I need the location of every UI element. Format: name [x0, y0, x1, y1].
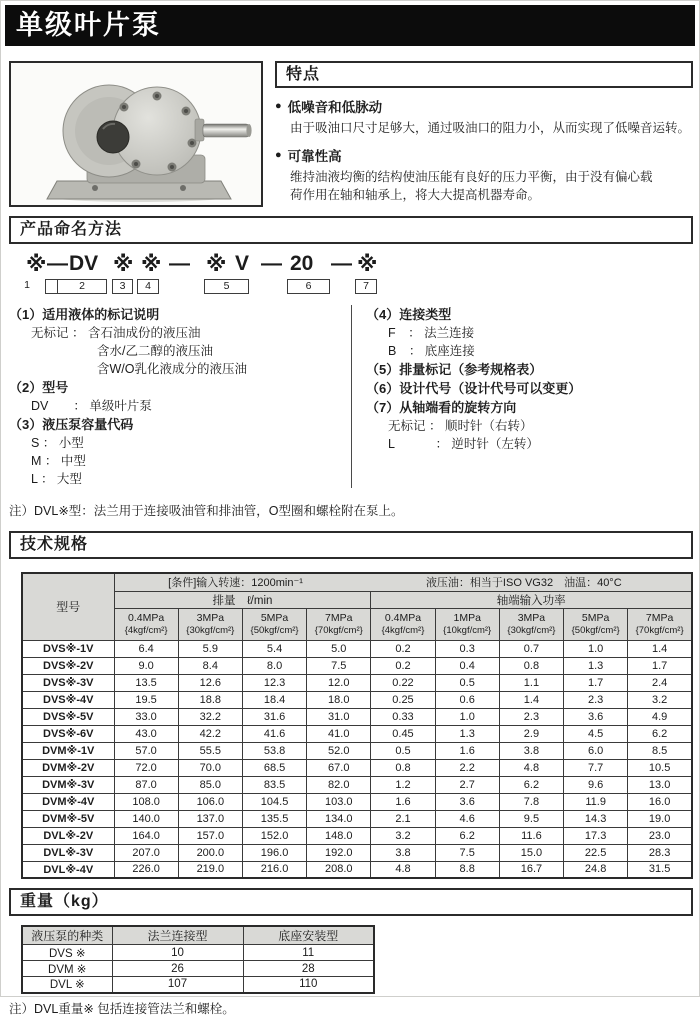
condition-header: [114, 573, 692, 591]
pressure-col-header: 3MPa {30kgf/cm²}: [499, 608, 563, 640]
value-cell: 1.4: [499, 691, 563, 708]
value-cell: 0.25: [371, 691, 435, 708]
value-cell: 0.22: [371, 674, 435, 691]
value-cell: 5.0: [307, 640, 371, 657]
model-cell: DVL※-4V: [22, 861, 114, 878]
position-number-box: 7: [355, 279, 377, 294]
value-cell: 0.3: [435, 640, 499, 657]
weight-cell: 10: [112, 945, 243, 961]
spec-table-row: [22, 674, 692, 691]
weight-cell: 11: [243, 945, 374, 961]
value-cell: 31.6: [242, 708, 306, 725]
position-number: 2: [79, 280, 85, 292]
value-cell: 43.0: [114, 725, 178, 742]
condition-oil: 液压油：相当于ISO VG32 油温：40°C: [425, 577, 622, 590]
weight-cell: 110: [243, 977, 374, 993]
value-cell: 42.2: [178, 725, 242, 742]
pressure-col-header: 1MPa {10kgf/cm²}: [435, 608, 499, 640]
value-cell: 8.5: [628, 742, 692, 759]
weight-col-header: 底座安装型: [243, 926, 374, 945]
weight-cell: DVL ※: [22, 977, 112, 993]
spec-table-row: [22, 640, 692, 657]
value-cell: 4.8: [499, 759, 563, 776]
bullet-icon: ●: [275, 149, 282, 161]
value-cell: 0.8: [371, 759, 435, 776]
feature-body-line: 由于吸油口尺寸足够大，通过吸油口的阻力小，从而实现了低噪音运转。: [290, 121, 691, 135]
value-cell: 7.5: [307, 657, 371, 674]
value-cell: 2.4: [628, 674, 692, 691]
spec-table-row: [22, 742, 692, 759]
value-cell: 12.3: [242, 674, 306, 691]
spec-table-row: [22, 827, 692, 844]
code-token: DV: [69, 252, 99, 275]
explain-item-line: 含W/O乳化液成分的液压油: [97, 362, 247, 376]
value-cell: 0.5: [371, 742, 435, 759]
position-number-box: 5: [204, 279, 249, 294]
value-cell: 2.9: [499, 725, 563, 742]
explain-item-title: （7）从轴端看的旋转方向: [366, 400, 517, 415]
weight-note: 注）DVL重量※ 包括连接管法兰和螺栓。: [9, 1001, 235, 1016]
spec-table-row: [22, 793, 692, 810]
value-cell: 7.8: [499, 793, 563, 810]
value-cell: 3.8: [371, 844, 435, 861]
weight-cell: 26: [112, 961, 243, 977]
specs-header: 技术规格: [9, 531, 693, 559]
top-row: [9, 61, 693, 207]
model-column-header: 型号: [22, 573, 114, 640]
value-cell: 22.5: [564, 844, 628, 861]
value-cell: 135.5: [242, 810, 306, 827]
spec-table-body: [22, 640, 692, 878]
value-cell: 18.0: [307, 691, 371, 708]
value-cell: 28.3: [628, 844, 692, 861]
value-cell: 1.2: [371, 776, 435, 793]
value-cell: 11.6: [499, 827, 563, 844]
value-cell: 3.6: [564, 708, 628, 725]
feature-item: [275, 96, 693, 137]
explain-item-title: （4）连接类型: [366, 307, 452, 322]
value-cell: 13.0: [628, 776, 692, 793]
value-cell: 31.0: [307, 708, 371, 725]
value-cell: 1.1: [499, 674, 563, 691]
spec-table-row: [22, 844, 692, 861]
value-cell: 17.3: [564, 827, 628, 844]
value-cell: 6.0: [564, 742, 628, 759]
feature-title: 低噪音和低脉动: [287, 100, 383, 115]
value-cell: 207.0: [114, 844, 178, 861]
value-cell: 41.6: [242, 725, 306, 742]
bullet-icon: ●: [275, 100, 282, 112]
value-cell: 1.7: [564, 674, 628, 691]
model-cell: DVS※-3V: [22, 674, 114, 691]
value-cell: 226.0: [114, 861, 178, 878]
value-cell: 6.2: [499, 776, 563, 793]
spec-table-head: [22, 573, 692, 640]
spec-table: [21, 572, 693, 879]
model-cell: DVS※-4V: [22, 691, 114, 708]
value-cell: 2.3: [564, 691, 628, 708]
code-token: —: [261, 252, 282, 275]
value-cell: 15.0: [499, 844, 563, 861]
value-cell: 19.0: [628, 810, 692, 827]
value-cell: 9.0: [114, 657, 178, 674]
value-cell: 9.6: [564, 776, 628, 793]
value-cell: 4.8: [371, 861, 435, 878]
model-code-diagram: [9, 252, 699, 298]
weight-table-row: [22, 961, 374, 977]
weight-col-header: 法兰连接型: [112, 926, 243, 945]
value-cell: 14.3: [564, 810, 628, 827]
value-cell: 6.2: [628, 725, 692, 742]
explain-item-line: B ： 底座连接: [388, 344, 475, 358]
value-cell: 10.5: [628, 759, 692, 776]
value-cell: 103.0: [307, 793, 371, 810]
naming-note: 注）DVL※型：法兰用于连接吸油管和排油管，O型圈和螺栓附在泵上。: [9, 504, 404, 518]
pressure-col-header: 7MPa {70kgf/cm²}: [628, 608, 692, 640]
value-cell: 208.0: [307, 861, 371, 878]
page-title: 单级叶片泵: [5, 5, 695, 46]
code-token: V: [235, 252, 250, 275]
value-cell: 2.1: [371, 810, 435, 827]
value-cell: 87.0: [114, 776, 178, 793]
model-cell: DVM※-2V: [22, 759, 114, 776]
code-token: ※: [26, 253, 47, 276]
spec-table-row: [22, 657, 692, 674]
value-cell: 219.0: [178, 861, 242, 878]
pressure-col-header: 7MPa {70kgf/cm²}: [307, 608, 371, 640]
value-cell: 12.0: [307, 674, 371, 691]
value-cell: 3.2: [628, 691, 692, 708]
value-cell: 24.8: [564, 861, 628, 878]
value-cell: 4.9: [628, 708, 692, 725]
value-cell: 19.5: [114, 691, 178, 708]
value-cell: 72.0: [114, 759, 178, 776]
model-cell: DVL※-2V: [22, 827, 114, 844]
explain-item-line: 无标记 ： 含石油成份的液压油: [31, 326, 201, 340]
value-cell: 68.5: [242, 759, 306, 776]
explain-item-line: M ： 中型: [31, 454, 86, 468]
value-cell: 18.8: [178, 691, 242, 708]
model-cell: DVS※-6V: [22, 725, 114, 742]
feature-body-line: 荷作用在轴和轴承上，将大大提高机器寿命。: [290, 188, 541, 202]
code-token: —: [47, 252, 68, 275]
value-cell: 8.8: [435, 861, 499, 878]
value-cell: 12.6: [178, 674, 242, 691]
position-number-box: 4: [137, 279, 159, 294]
value-cell: 1.3: [564, 657, 628, 674]
explain-item-title: （6）设计代号（设计代号可以变更）: [366, 381, 582, 396]
value-cell: 140.0: [114, 810, 178, 827]
value-cell: 52.0: [307, 742, 371, 759]
value-cell: 0.45: [371, 725, 435, 742]
value-cell: 2.3: [499, 708, 563, 725]
value-cell: 11.9: [564, 793, 628, 810]
feature-body-line: 维持油液均衡的结构使油压能有良好的压力平衡，由于没有偏心载: [290, 170, 653, 184]
value-cell: 0.8: [499, 657, 563, 674]
pump-photo: [9, 61, 263, 207]
feature-title: 可靠性高: [287, 149, 342, 164]
value-cell: 4.5: [564, 725, 628, 742]
model-cell: DVS※-1V: [22, 640, 114, 657]
value-cell: 33.0: [114, 708, 178, 725]
value-cell: 3.8: [499, 742, 563, 759]
value-cell: 1.7: [628, 657, 692, 674]
value-cell: 8.4: [178, 657, 242, 674]
value-cell: 18.4: [242, 691, 306, 708]
pressure-col-header: 5MPa {50kgf/cm²}: [564, 608, 628, 640]
code-token: ※: [113, 253, 134, 276]
model-cell: DVM※-5V: [22, 810, 114, 827]
value-cell: 7.5: [435, 844, 499, 861]
explain-item-line: L ： 大型: [31, 472, 82, 486]
position-number-box: [45, 279, 107, 294]
model-cell: DVS※-5V: [22, 708, 114, 725]
explain-item-line: 含水/乙二醇的液压油: [97, 344, 213, 358]
value-cell: 152.0: [242, 827, 306, 844]
value-cell: 8.0: [242, 657, 306, 674]
value-cell: 1.0: [564, 640, 628, 657]
value-cell: 108.0: [114, 793, 178, 810]
spec-table-row: [22, 861, 692, 878]
value-cell: 0.7: [499, 640, 563, 657]
naming-explain-left: [9, 305, 351, 488]
explain-item-title: （2）型号: [9, 380, 69, 395]
weight-cell: 28: [243, 961, 374, 977]
value-cell: 0.5: [435, 674, 499, 691]
value-cell: 104.5: [242, 793, 306, 810]
value-cell: 67.0: [307, 759, 371, 776]
value-cell: 3.2: [371, 827, 435, 844]
explain-item-line: 无标记 ： 顺时针（右转）: [388, 419, 533, 433]
value-cell: 106.0: [178, 793, 242, 810]
box-divider: [46, 280, 58, 293]
value-cell: 1.0: [435, 708, 499, 725]
position-number-box: 3: [112, 279, 133, 294]
code-token: —: [331, 252, 352, 275]
value-cell: 32.2: [178, 708, 242, 725]
pressure-col-header: 0.4MPa {4kgf/cm²}: [114, 608, 178, 640]
value-cell: 13.5: [114, 674, 178, 691]
value-cell: 7.7: [564, 759, 628, 776]
value-cell: 23.0: [628, 827, 692, 844]
value-cell: 137.0: [178, 810, 242, 827]
value-cell: 16.7: [499, 861, 563, 878]
explain-item-line: S ： 小型: [31, 436, 84, 450]
value-cell: 4.6: [435, 810, 499, 827]
value-cell: 0.4: [435, 657, 499, 674]
spec-table-row: [22, 725, 692, 742]
value-cell: 57.0: [114, 742, 178, 759]
weight-table-head: [22, 926, 374, 945]
value-cell: 216.0: [242, 861, 306, 878]
weight-cell: DVM ※: [22, 961, 112, 977]
value-cell: 3.6: [435, 793, 499, 810]
value-cell: 55.5: [178, 742, 242, 759]
condition-speed: [条件]输入转速：1200min⁻¹: [168, 577, 303, 590]
pressure-col-header: 3MPa {30kgf/cm²}: [178, 608, 242, 640]
value-cell: 83.5: [242, 776, 306, 793]
weight-col-header: 液压泵的种类: [22, 926, 112, 945]
code-token: —: [169, 252, 190, 275]
explain-item-line: DV ： 单级叶片泵: [31, 399, 152, 413]
value-cell: 5.4: [242, 640, 306, 657]
naming-explanation: [9, 305, 693, 488]
value-cell: 0.2: [371, 657, 435, 674]
feature-item: [275, 145, 693, 204]
code-token: ※: [357, 253, 378, 276]
value-cell: 5.9: [178, 640, 242, 657]
value-cell: 164.0: [114, 827, 178, 844]
explain-item-line: L ： 逆时针（左转）: [388, 437, 539, 451]
weight-table: [21, 925, 375, 994]
features-section: [275, 61, 693, 207]
weight-table-row: [22, 977, 374, 993]
value-cell: 82.0: [307, 776, 371, 793]
explain-item-title: （5）排量标记（参考规格表）: [366, 362, 543, 377]
value-cell: 0.33: [371, 708, 435, 725]
weight-cell: 107: [112, 977, 243, 993]
code-token: ※: [141, 253, 162, 276]
value-cell: 6.4: [114, 640, 178, 657]
value-cell: 1.3: [435, 725, 499, 742]
weight-header: 重量（kg）: [9, 888, 693, 916]
value-cell: 9.5: [499, 810, 563, 827]
spec-table-row: [22, 759, 692, 776]
value-cell: 134.0: [307, 810, 371, 827]
value-cell: 16.0: [628, 793, 692, 810]
value-cell: 1.4: [628, 640, 692, 657]
model-cell: DVL※-3V: [22, 844, 114, 861]
spec-table-row: [22, 708, 692, 725]
spec-table-row: [22, 691, 692, 708]
value-cell: 2.7: [435, 776, 499, 793]
weight-cell: DVS ※: [22, 945, 112, 961]
value-cell: 1.6: [435, 742, 499, 759]
value-cell: 192.0: [307, 844, 371, 861]
value-cell: 0.2: [371, 640, 435, 657]
value-cell: 6.2: [435, 827, 499, 844]
weight-table-row: [22, 945, 374, 961]
value-cell: 41.0: [307, 725, 371, 742]
features-header: 特点: [275, 61, 693, 88]
value-cell: 0.6: [435, 691, 499, 708]
value-cell: 31.5: [628, 861, 692, 878]
value-cell: 148.0: [307, 827, 371, 844]
pump-illustration: [11, 63, 261, 205]
model-cell: DVM※-3V: [22, 776, 114, 793]
position-number: 1: [24, 279, 30, 291]
weight-table-body: [22, 945, 374, 993]
explain-item-title: （1）适用液体的标记说明: [9, 307, 160, 322]
value-cell: 196.0: [242, 844, 306, 861]
pressure-col-header: 5MPa {50kgf/cm²}: [242, 608, 306, 640]
spec-table-row: [22, 776, 692, 793]
value-cell: 53.8: [242, 742, 306, 759]
code-token: ※: [206, 253, 227, 276]
naming-explain-right: [351, 305, 693, 488]
model-cell: DVS※-2V: [22, 657, 114, 674]
value-cell: 70.0: [178, 759, 242, 776]
value-cell: 157.0: [178, 827, 242, 844]
displacement-group-header: 排量 ℓ/min: [114, 591, 371, 608]
model-cell: DVM※-1V: [22, 742, 114, 759]
naming-header: 产品命名方法: [9, 216, 693, 244]
pressure-col-header: 0.4MPa {4kgf/cm²}: [371, 608, 435, 640]
value-cell: 85.0: [178, 776, 242, 793]
position-number-box: 6: [287, 279, 330, 294]
power-group-header: 轴端输入功率: [371, 591, 692, 608]
model-cell: DVM※-4V: [22, 793, 114, 810]
code-token: 20: [290, 252, 314, 275]
explain-item-title: （3）液压泵容量代码: [9, 417, 134, 432]
value-cell: 1.6: [371, 793, 435, 810]
explain-item-line: F ： 法兰连接: [388, 326, 475, 340]
spec-table-row: [22, 810, 692, 827]
value-cell: 200.0: [178, 844, 242, 861]
value-cell: 2.2: [435, 759, 499, 776]
